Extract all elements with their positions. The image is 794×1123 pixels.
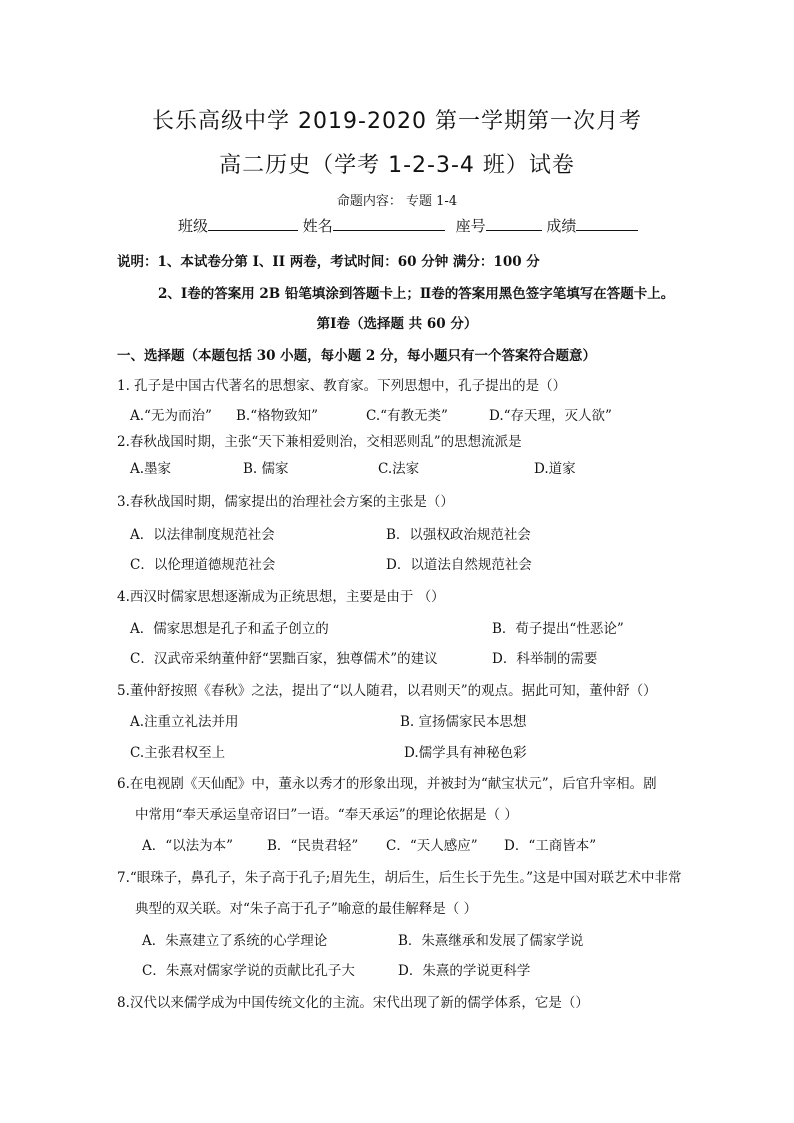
student-info-fields	[178, 214, 638, 236]
question-4-option-b[interactable]: B．荀子提出“性恶论”	[492, 621, 624, 637]
question-4-option-a[interactable]: A．儒家思想是孔子和孟子创立的	[130, 621, 329, 637]
question-1-option-c[interactable]: C.“有教无类”	[366, 408, 448, 424]
question-6-stem: 6.在电视剧《天仙配》中，董永以秀才的形象出现，并被封为“献宝状元”，后官升宰相。剧	[117, 776, 657, 792]
name-label: 姓名	[302, 217, 333, 235]
name-blank[interactable]	[333, 214, 445, 231]
question-5-option-d[interactable]: D.儒学具有神秘色彩	[404, 745, 527, 761]
question-2-option-a[interactable]: A.墨家	[130, 461, 172, 477]
question-3-option-b[interactable]: B．以强权政治规范社会	[386, 527, 531, 543]
question-1-option-d[interactable]: D.“存天理，灭人欲”	[489, 408, 612, 424]
question-4-stem: 4.西汉时儒家思想逐渐成为正统思想，主要是由于 （）	[117, 589, 445, 605]
question-1-stem: 1. 孔子是中国古代著名的思想家、教育家。下列思想中，孔子提出的是（）	[117, 378, 567, 394]
question-7-stem: 7.“眼珠子，鼻孔子，朱子高于孔子;眉先生，胡后生，后生长于先生。”这是中国对联艺术中非常	[117, 870, 682, 886]
score-blank[interactable]	[576, 214, 638, 231]
question-2-option-b[interactable]: B. 儒家	[243, 461, 289, 477]
question-6-option-d[interactable]: D．“工商皆本”	[504, 838, 597, 854]
question-6-stem-continued: 中常用“奉天承运皇帝诏曰”一语。“奉天承运”的理论依据是（ ）	[135, 807, 518, 823]
question-7-option-c[interactable]: C．朱熹对儒家学说的贡献比孔子大	[142, 963, 355, 979]
exam-scope: 命题内容： 专题 1-4	[336, 194, 458, 209]
class-label: 班级	[178, 217, 209, 235]
instruction-line-2: 2、Ⅰ卷的答案用 2B 铅笔填涂到答题卡上；Ⅱ卷的答案用黑色签字笔填写在答题卡上。	[158, 286, 675, 302]
question-6-option-b[interactable]: B．“民贵君轻”	[267, 838, 359, 854]
exam-title: 长乐高级中学 2019-2020 第一学期第一次月考	[152, 109, 642, 134]
question-7-option-d[interactable]: D．朱熹的学说更科学	[398, 963, 531, 979]
question-2-stem: 2.春秋战国时期，主张“天下兼相爱则治，交相恶则乱”的思想流派是	[117, 434, 522, 450]
seat-label: 座号	[455, 217, 486, 235]
question-3-option-d[interactable]: D．以道法自然规范社会	[386, 557, 532, 573]
question-1-option-b[interactable]: B.“格物致知”	[236, 408, 319, 424]
question-7-stem-continued: 典型的双关联。对“朱子高于孔子”喻意的最佳解释是（ ）	[135, 901, 478, 917]
question-5-option-c[interactable]: C.主张君权至上	[130, 745, 226, 761]
class-blank[interactable]	[208, 214, 298, 231]
question-2-option-d[interactable]: D.道家	[534, 461, 576, 477]
score-label: 成绩	[546, 217, 577, 235]
question-8-stem: 8.汉代以来儒学成为中国传统文化的主流。宋代出现了新的儒学体系，它是（）	[117, 995, 589, 1011]
question-5-option-b[interactable]: B. 宣扬儒家民本思想	[400, 714, 527, 730]
question-3-option-a[interactable]: A．以法律制度规范社会	[130, 527, 275, 543]
section-title: 一、选择题（本题包括 30 小题，每小题 2 分，每小题只有一个答案符合题意）	[117, 348, 596, 364]
question-4-option-d[interactable]: D．科举制的需要	[492, 651, 598, 667]
seat-blank[interactable]	[486, 214, 542, 231]
question-7-option-a[interactable]: A．朱熹建立了系统的心学理论	[142, 933, 328, 949]
instruction-line-1: 说明：1、本试卷分第 I、II 两卷，考试时间：60 分钟 满分：100 分	[117, 254, 540, 270]
exam-subtitle: 高二历史（学考 1-2-3-4 班）试卷	[219, 153, 575, 178]
question-6-option-a[interactable]: A．“以法为本”	[142, 838, 234, 854]
question-5-option-a[interactable]: A.注重立礼法并用	[130, 714, 239, 730]
question-1-option-a[interactable]: A.“无为而治”	[130, 408, 212, 424]
question-3-stem: 3.春秋战国时期，儒家提出的治理社会方案的主张是（）	[117, 494, 454, 510]
part-one-title: 第Ⅰ卷（选择题 共 60 分）	[316, 316, 478, 332]
question-2-option-c[interactable]: C.法家	[378, 461, 420, 477]
question-3-option-c[interactable]: C．以伦理道德规范社会	[130, 557, 276, 573]
question-5-stem: 5.董仲舒按照《春秋》之法，提出了“以人随君，以君则天”的观点。据此可知，董仲舒（）	[117, 683, 657, 699]
question-4-option-c[interactable]: C．汉武帝采纳董仲舒“罢黜百家，独尊儒术”的建议	[130, 651, 438, 667]
question-6-option-c[interactable]: C．“天人感应”	[386, 838, 478, 854]
question-7-option-b[interactable]: B．朱熹继承和发展了儒家学说	[398, 933, 584, 949]
